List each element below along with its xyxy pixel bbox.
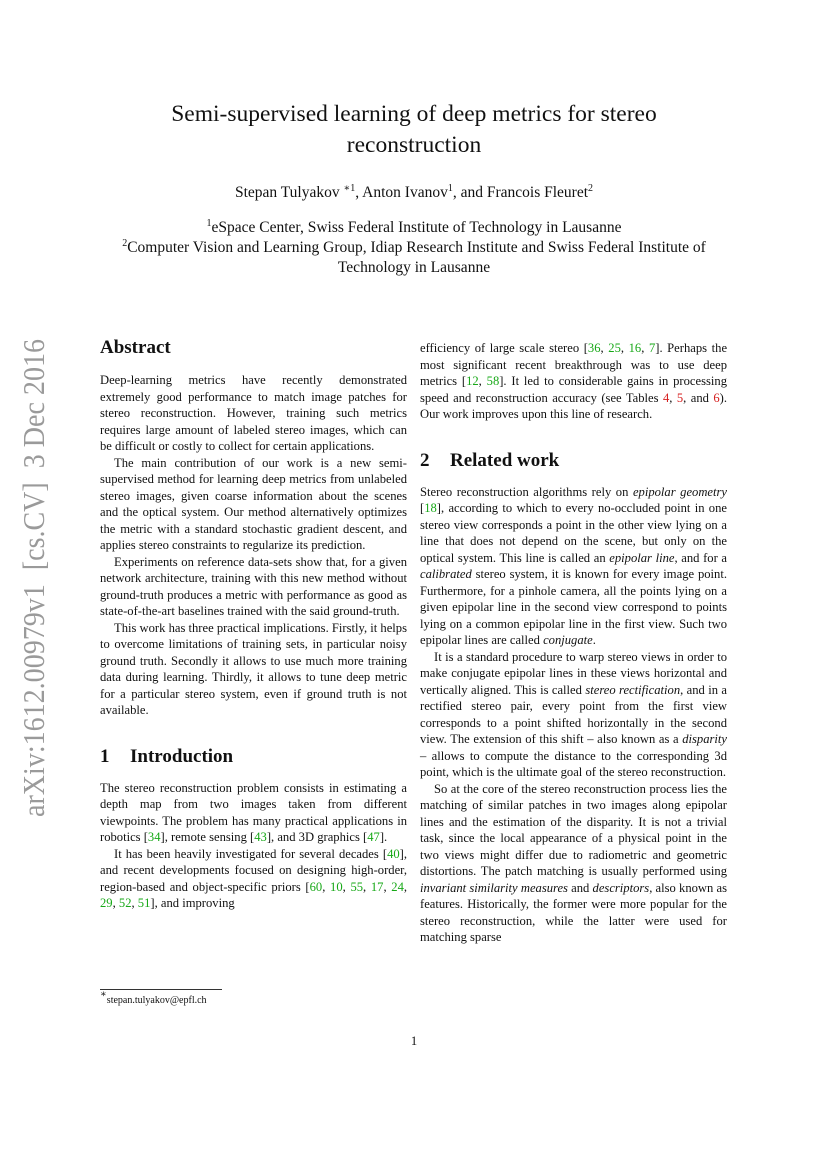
citation-link[interactable]: 10 (330, 879, 343, 894)
emphasis: epipolar line (609, 550, 675, 565)
text-run: It has been heavily investigated for several decades [ (114, 846, 388, 861)
text-run: The stereo reconstruction problem consists in estimating a depth map from two images taken from different viewpoints. The problem has many practical applications in robotics [ (100, 780, 407, 844)
footnote (100, 989, 207, 1007)
author-mark: 2 (588, 183, 594, 194)
citation-link[interactable]: 29 (100, 896, 113, 910)
left-column (100, 336, 407, 912)
emphasis: epipolar geometry (632, 484, 728, 499)
citation-link[interactable]: 52 (118, 896, 132, 910)
text-run: ], and 3D graphics [ (266, 830, 368, 844)
section-title: Related work (450, 449, 560, 471)
citation-link[interactable]: 43 (254, 830, 267, 844)
text-run: ]. (379, 830, 388, 844)
citation-link[interactable]: 25 (608, 341, 621, 355)
affiliation (92, 238, 736, 278)
text-run: , and (683, 390, 714, 405)
text-run: . (592, 633, 596, 647)
text-run: [ (420, 501, 425, 515)
right-column (420, 340, 727, 946)
table-ref-link[interactable]: 5 (676, 390, 684, 405)
emphasis: descriptors (592, 880, 650, 895)
text-run: stereo system, it is known for every image point. Furthermore, for a pinhole camera, all the points lying on a given epipolar line in the second view correspond to points lying on a common epipolar line in the first view. Such two epipolar lines are called (420, 567, 727, 647)
citation-link[interactable]: 51 (137, 896, 151, 910)
citation-link[interactable]: 24 (391, 879, 404, 894)
citation-link[interactable]: 16 (628, 341, 642, 355)
author-mark: 1 (447, 183, 453, 194)
text-run: , (669, 390, 677, 405)
text-run: , and in a rectified stereo pair, every point from the first view corresponds to a point shifted horizontally in the second view. The extension of this shift – also known as a (420, 682, 728, 746)
emphasis: stereo rectification (585, 682, 681, 697)
related-paragraph (420, 649, 727, 781)
arxiv-id: arXiv:1612.00979v1 [cs.CV] 3 Dec 2016 (16, 330, 51, 817)
text-run: ). Our work improves upon this line of research. (420, 390, 727, 421)
author-name: Stepan Tulyakov (234, 184, 344, 201)
text-run: ], and recent developments focused on designing high-order, region-based and object-specific priors [ (100, 846, 407, 894)
text-run: and (567, 880, 593, 895)
citation-link[interactable]: 55 (350, 879, 364, 894)
affiliation-text: eSpace Center, Swiss Federal Institute of Technology in Lausanne (211, 219, 622, 236)
affiliations (92, 218, 736, 278)
emphasis: conjugate (543, 633, 593, 647)
table-ref-link[interactable]: 6 (713, 390, 720, 405)
text-run: Stereo reconstruction algorithms rely on (420, 484, 633, 499)
text-run: efficiency of large scale stereo [ (420, 341, 588, 355)
text-run: ]. It led to considerable gains in processing speed and reconstruction accuracy (see Tables (420, 374, 727, 405)
affiliation (92, 218, 736, 238)
section-heading-introduction (100, 745, 407, 769)
title-line-1: Semi-supervised learning of deep metrics for stereo (171, 101, 657, 127)
text-run: , also known as features. Historically, the former were more popular for the stereo reconstruction, while the latter were used for matching sparse (420, 880, 727, 944)
author-list (100, 183, 728, 203)
citation-list: 60, 10, 55, 17, 24, 29, 52, 51 (100, 879, 408, 910)
emphasis: invariant similarity measures (420, 880, 568, 895)
citation-link[interactable]: 60 (309, 879, 323, 894)
intro-paragraph (100, 846, 407, 912)
title-line-2: reconstruction (346, 132, 482, 158)
citation-link[interactable]: 47 (367, 830, 380, 844)
section-heading-related-work (420, 449, 727, 473)
author-name: , Anton Ivanov (355, 184, 448, 201)
citation-link[interactable]: 34 (147, 830, 161, 844)
abstract-paragraph: This work has three practical implications. Firstly, it helps to overcome limitations of training sets, in particular noisy ground truth. Secondly it allows to use much more training data during learning. Thirdly, it allows to tune deep metric for a particular stereo system, even if ground truth is not available. (100, 620, 407, 717)
intro-paragraph (100, 780, 407, 846)
footnote-mark: ∗ (100, 989, 107, 1000)
paper-title (100, 99, 728, 161)
citation-link[interactable]: 7 (648, 341, 656, 355)
footnote-rule (100, 989, 222, 990)
text-run: – allows to compute the distance to the corresponding 3d point, which is the ultimate goal of the stereo reconstruction. (420, 748, 727, 779)
page-number: 1 (410, 1034, 418, 1048)
citation-link[interactable]: 18 (424, 501, 437, 515)
text-run: It is a standard procedure to warp stereo views in order to make conjugate epipolar lines in these views horizontal and vertically aligned. This is called (420, 649, 727, 697)
arxiv-stamp (14, 330, 54, 830)
related-paragraph (420, 484, 727, 649)
abstract-paragraph: Deep-learning metrics have recently demonstrated extremely good performance to match image patches for stereo reconstruction. However, training such metrics requires large amount of labeled stereo images, which can be difficult or costly to collect for certain applications. (100, 373, 407, 453)
author-mark: ∗1 (343, 183, 356, 194)
section-number: 1 (100, 745, 110, 767)
citation-link[interactable]: 58 (486, 374, 500, 388)
section-title: Introduction (130, 745, 234, 767)
section-number: 2 (420, 449, 430, 471)
text-run: So at the core of the stereo reconstruction process lies the matching of similar patches in two images along epipolar lines and the estimation of the disparity. It is not a trivial task, since the local appearance of a physical point in the two views might differ due to radiometric and geometric distortions. The patch matching is usually performed using (420, 781, 727, 878)
abstract-paragraph: The main contribution of our work is a new semi-supervised method for learning deep metrics from unlabeled stereo images, given coarse information about the scenes and the optical system. Our method alternatively optimizes the metric with a standard stochastic gradient descent, and applies stereo constraints to regularize its prediction. (100, 455, 407, 552)
abstract-heading: Abstract (100, 337, 171, 358)
abstract-paragraph: Experiments on reference data-sets show that, for a given network architecture, training with this new method without ground-truth produces a metric with performance as good as state-of-the-art baselines trained with the said ground-truth. (100, 554, 407, 618)
affiliation-text: Computer Vision and Learning Group, Idiap Research Institute and Swiss Federal Institute of Technology in Lausanne (127, 239, 706, 276)
table-ref-link[interactable]: 4 (662, 390, 670, 405)
affiliation-mark: 2 (122, 238, 128, 249)
emphasis: calibrated (420, 567, 472, 581)
text-run: ]. Perhaps the most significant recent breakthrough was to use deep metrics [ (420, 341, 728, 388)
affiliation-mark: 1 (206, 218, 212, 229)
related-paragraph (420, 781, 727, 946)
text-run: ], according to which to every no-occluded point in one stereo view corresponds a point in the other view lying on a line that does not depend on the scene, but only on the optical system. This line is called an (420, 501, 727, 565)
footnote-email[interactable]: stepan.tulyakov@epfl.ch (106, 995, 207, 1006)
text-run: ], remote sensing [ (160, 830, 255, 844)
citation-link[interactable]: 40 (387, 846, 400, 861)
intro-continuation: efficiency of large scale stereo [36, 25, 16, 7]. Perhaps the most significant recent breakthrough was to use deep metrics [12, 58]. It led to considerable gains in processing speed and reconstruction accuracy (see Tables 4, 5, and 6). Our work improves upon this line of research. (420, 341, 728, 421)
citation-link[interactable]: 36 (587, 341, 601, 355)
text-run: ], and improving (150, 896, 235, 910)
emphasis: disparity (682, 732, 727, 746)
citation-link[interactable]: 17 (370, 879, 384, 894)
citation-link[interactable]: 12 (466, 374, 479, 388)
text-run: , and for a (674, 550, 727, 565)
author-name: , and Francois Fleuret (452, 184, 589, 201)
